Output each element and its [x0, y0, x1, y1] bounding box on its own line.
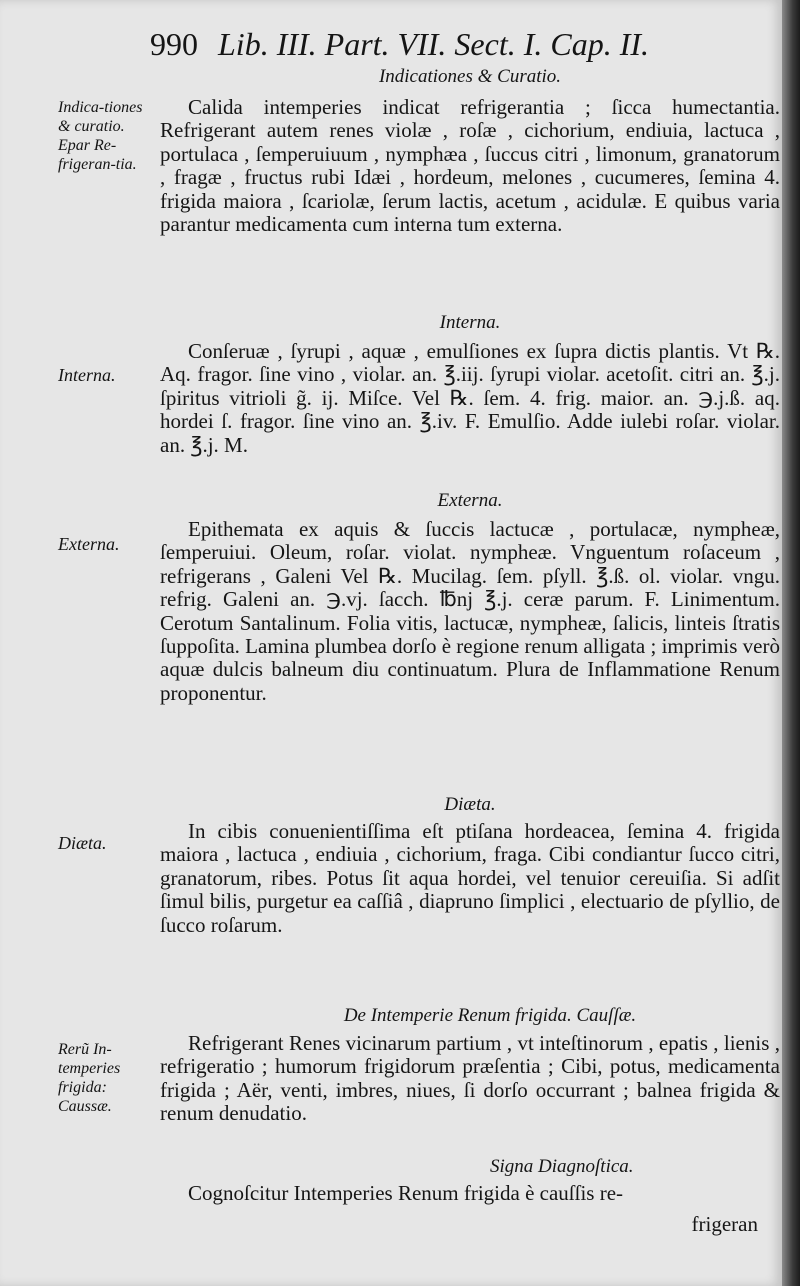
running-header: [150, 26, 770, 63]
heading-diaeta: Diæta.: [444, 794, 496, 815]
text-interna: Conſeruæ , ſyrupi , aquæ , emulſiones ex ſupra dictis plantis. Vt ℞. Aq. fragor. ſine vino , violar. an. ℥.iij. ſyrupi violar. acetoſit. citri an. ℥.j. ſpiritus vitrioli g̃. ij. Miſce. Vel ℞. ſem. 4. frig. maior. an. ℈.j.ß. aq. hordei ſ. fragor. ſine vino an. ℥.iv. F. Emulſio. Adde iulebi roſar. violar. an. ℥.j. M.: [160, 339, 780, 457]
page-edge-shadow: [782, 0, 800, 1286]
catchword: frigeran: [691, 1212, 758, 1236]
heading-interna: Interna.: [439, 312, 501, 333]
heading-indicationes: Indicationes & Curatio.: [378, 66, 562, 87]
text-externa: Epithemata ex aquis & ſuccis lactucæ , portulacæ, nympheæ, ſemperuiui. Oleum, roſar. violat. nympheæ. Vnguentum roſaceum , refrigerans , Galeni Vel ℞. Mucilag. ſem. pſyll. ℥.ß. ol. violar. vngu. refrig. Galeni an. ℈.vj. ſacch. ℔nj ℥.j. ceræ parum. F. Linimentum. Cerotum Santalinum. Folia vitis, lactucæ, nympheæ, ſalicis, linteis ſtratis ſuppoſita. Lamina plumbea dorſo è regione renum alligata ; imprimis verò aquæ dulcis balneum diu continuatum. Plura de Inflammatione Renum proponentur.: [160, 517, 780, 705]
heading-frigida: De Intemperie Renum frigida. Cauſſæ.: [343, 1005, 637, 1026]
running-title: Lib. III. Part. VII. Sect. I. Cap. II.: [218, 26, 650, 62]
text-signa: Cognoſcitur Intemperies Renum frigida è cauſſis re-: [188, 1181, 624, 1205]
margin-note-indicationes: Indica-tiones & curatio. Epar Re-frigeran-tia.: [58, 99, 143, 173]
margin-note-frigida: Rerũ In-temperies frigida: Caussæ.: [58, 1041, 121, 1115]
margin-note-diaeta: Diæta.: [58, 833, 107, 853]
text-indicationes: Calida intemperies indicat refrigerantia ; ſicca humectantia. Refrigerant autem renes violæ , roſæ , cichorium, endiuia, lactuca , portulaca , ſemperuiuum , nymphæa , ſuccus citri , limonum, granatorum , fragæ , fructus rubi Idæi , hordeum, melones , cucumeres, ſemina 4. frigida maiora , ſcariolæ, ſerum lactis, acetum , acidulæ. E quibus varia parantur medicamenta cum interna tum externa.: [160, 95, 780, 237]
heading-externa: Externa.: [437, 490, 503, 511]
margin-note-interna: Interna.: [58, 365, 116, 385]
margin-note-externa: Externa.: [58, 534, 120, 554]
heading-signa: Signa Diagnoſtica.: [490, 1156, 634, 1177]
text-diaeta: In cibis conuenientiſſima eſt ptiſana hordeacea, ſemina 4. frigida maiora , lactuca , endiuia , cichorium, fraga. Cibi condiantur ſucco citri, granatorum, ribes. Potus ſit aqua hordei, vel tenuior cereuiſia. Si adſit ſimul bilis, purgetur ea caſſiâ , diapruno ſimplici , electuario de pſyllio, de ſucco roſarum.: [160, 819, 780, 937]
text-frigida: Refrigerant Renes vicinarum partium , vt inteſtinorum , epatis , lienis , refrigeratio ; humorum frigidorum præſentia ; Cibi, potus, medicamenta frigida ; Aër, venti, imbres, niues, ſi dorſo occurrant ; balnea frigida & renum denudatio.: [160, 1031, 780, 1126]
page-number: 990: [150, 26, 198, 62]
